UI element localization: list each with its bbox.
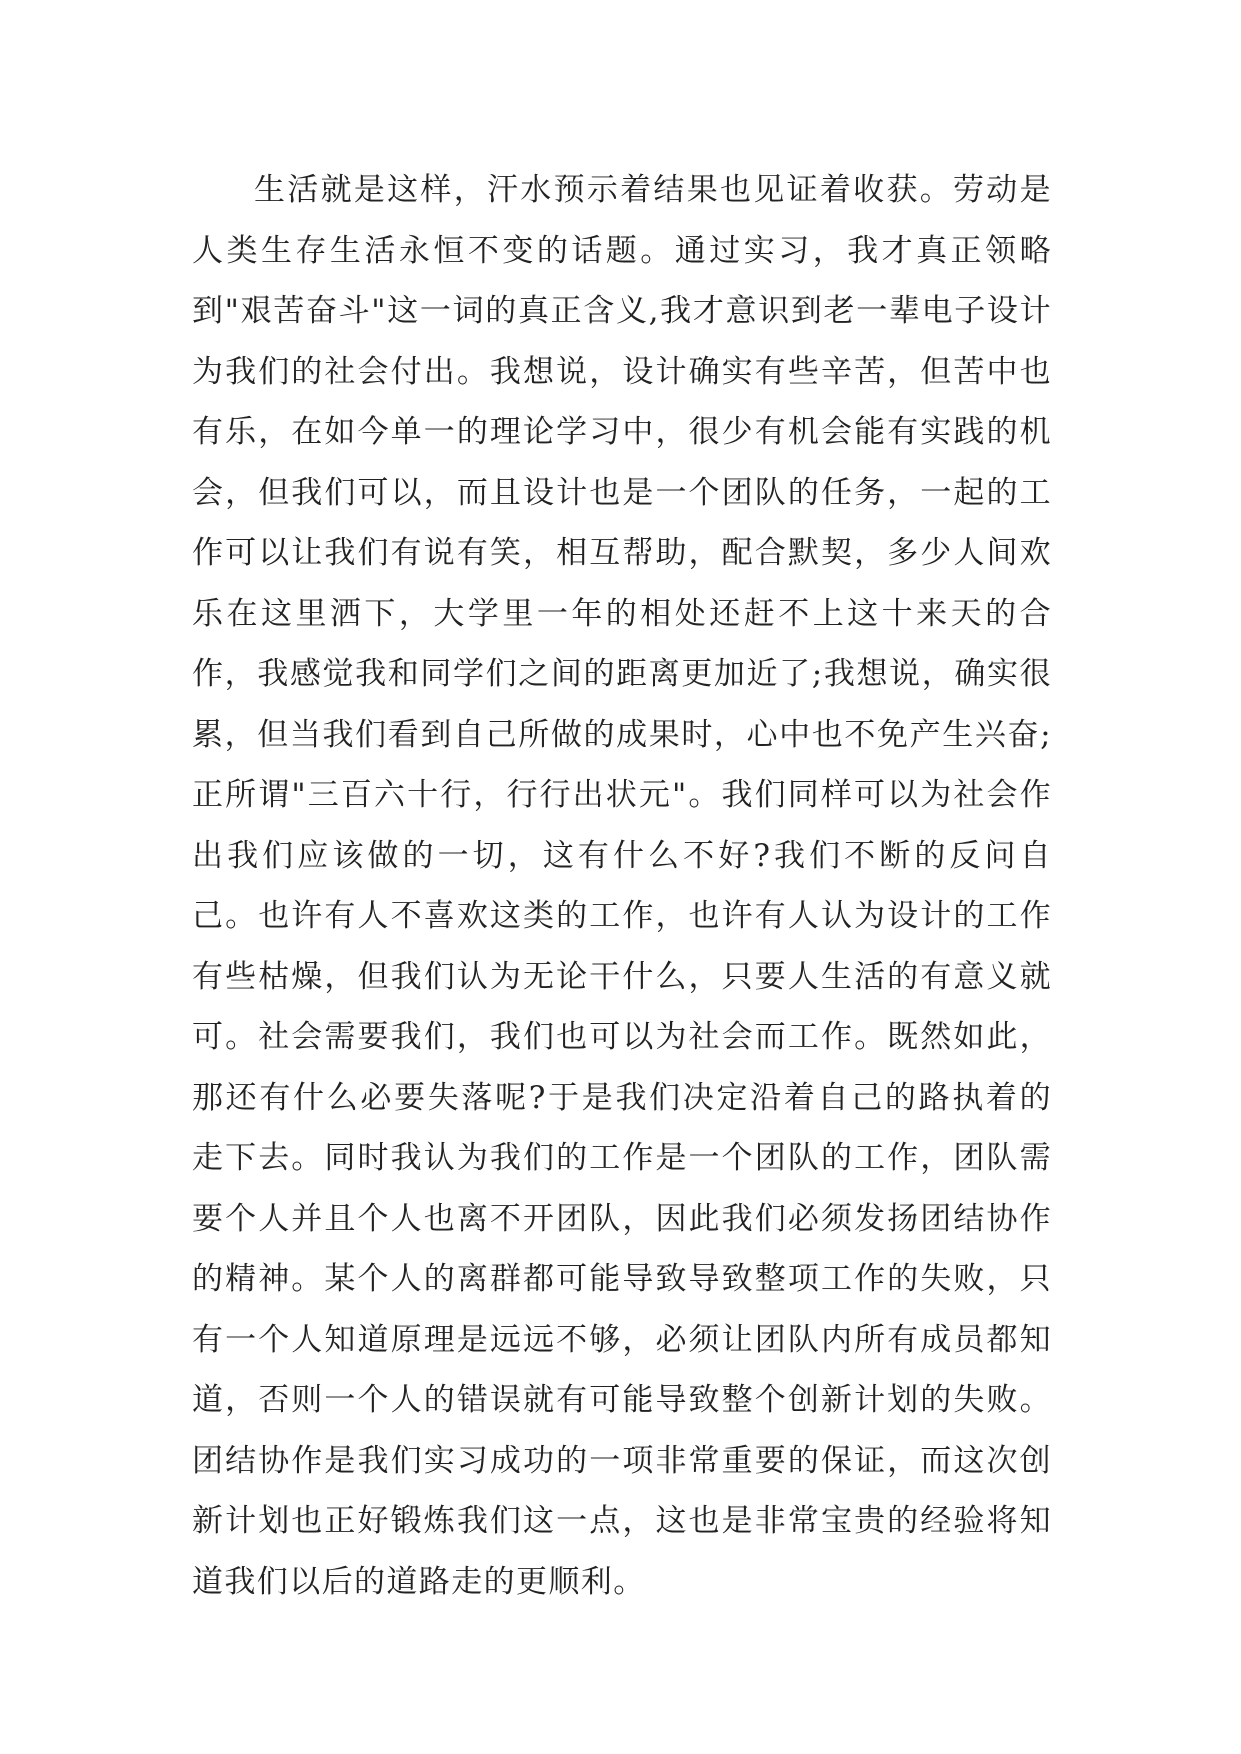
body-paragraph: 生活就是这样，汗水预示着结果也见证着收获。劳动是人类生存生活永恒不变的话题。通过实习，我才真正领略到"艰苦奋斗"这一词的真正含义,我才意识到老一辈电子设计为我们的社会付出。我想说，设计确实有些辛苦，但苦中也有乐，在如今单一的理论学习中，很少有机会能有实践的机会，但我们可以，而且设计也是一个团队的任务，一起的工作可以让我们有说有笑，相互帮助，配合默契，多少人间欢乐在这里洒下，大学里一年的相处还赶不上这十来天的合作，我感觉我和同学们之间的距离更加近了;我想说，确实很累，但当我们看到自己所做的成果时，心中也不免产生兴奋;正所谓"三百六十行，行行出状元"。我们同样可以为社会作出我们应该做的一切，这有什么不好?我们不断的反问自己。也许有人不喜欢这类的工作，也许有人认为设计的工作有些枯燥，但我们认为无论干什么，只要人生活的有意义就可。社会需要我们，我们也可以为社会而工作。既然如此，那还有什么必要失落呢?于是我们决定沿着自己的路执着的走下去。同时我认为我们的工作是一个团队的工作，团队需要个人并且个人也离不开团队，因此我们必须发扬团结协作的精神。某个人的离群都可能导致导致整项工作的失败，只有一个人知道原理是远远不够，必须让团队内所有成员都知道，否则一个人的错误就有可能导致整个创新计划的失败。团结协作是我们实习成功的一项非常重要的保证，而这次创新计划也正好锻炼我们这一点，这也是非常宝贵的经验将知道我们以后的道路走的更顺利。 (192, 172, 1052, 1600)
